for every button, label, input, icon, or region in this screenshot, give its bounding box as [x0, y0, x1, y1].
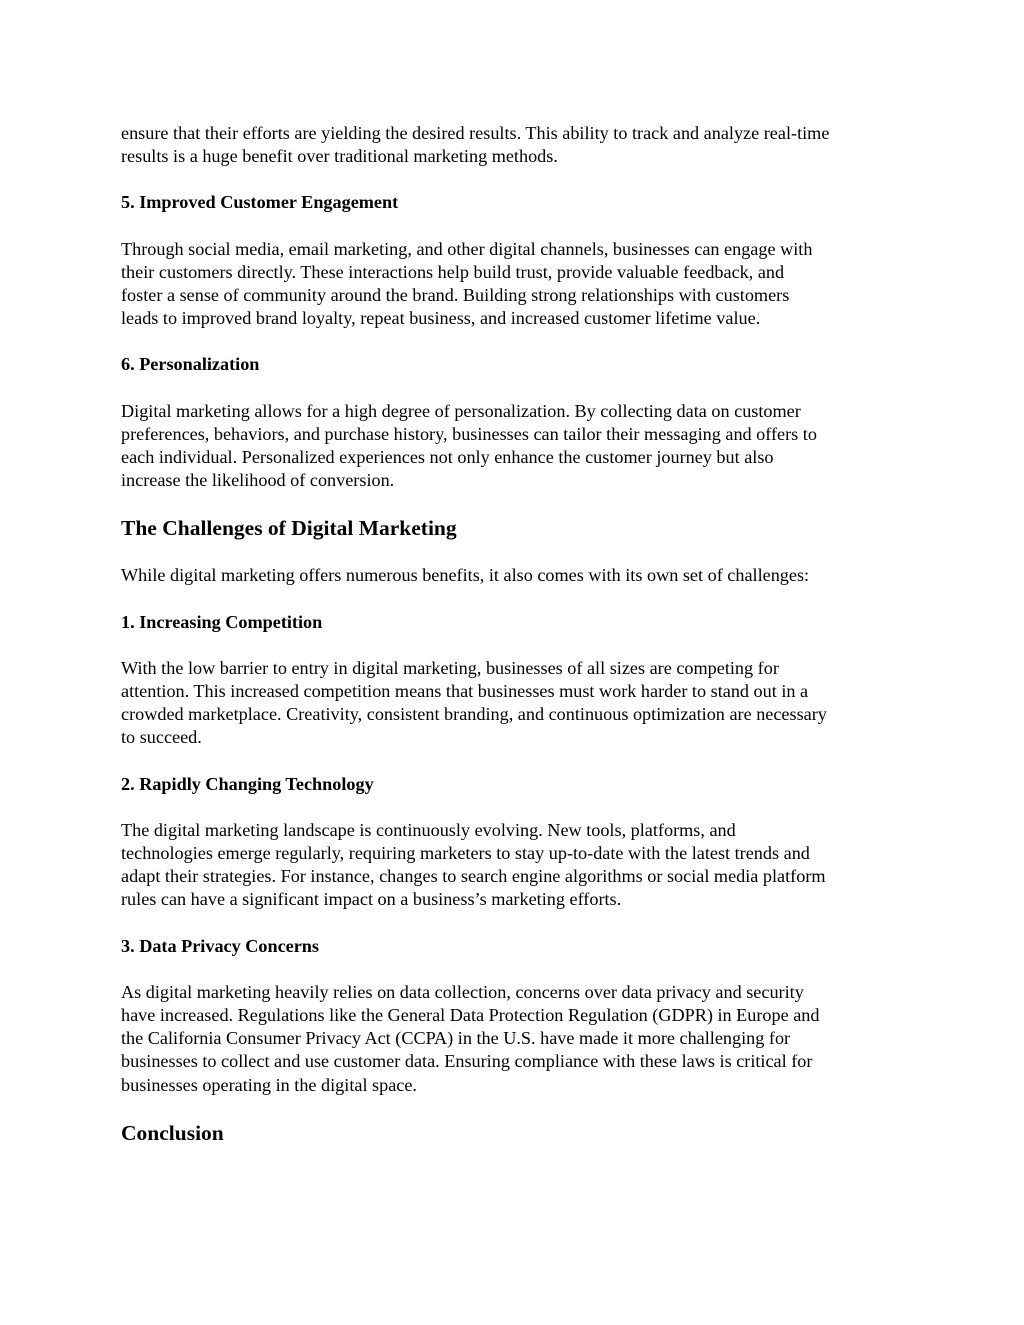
text-line: businesses operating in the digital space.	[121, 1074, 417, 1095]
text-line: their customers directly. These interactions help build trust, provide valuable feedback, and	[121, 261, 785, 282]
text-line: results is a huge benefit over traditional marketing methods.	[121, 146, 558, 167]
document-page	[121, 122, 911, 1169]
paragraph-personalization	[121, 400, 911, 493]
section-heading-data-privacy: 3. Data Privacy Concerns	[121, 935, 320, 956]
text-line: businesses to collect and use customer data. Ensuring compliance with these laws is critical for	[121, 1051, 813, 1072]
heading-conclusion: Conclusion	[121, 1120, 224, 1145]
section-heading-personalization: 6. Personalization	[121, 354, 260, 375]
section-heading-changing-technology: 2. Rapidly Changing Technology	[121, 773, 374, 794]
text-line: Digital marketing allows for a high degree of personalization. By collecting data on customer	[121, 400, 801, 421]
text-line: With the low barrier to entry in digital marketing, businesses of all sizes are competing for	[121, 657, 779, 678]
text-line: While digital marketing offers numerous benefits, it also comes with its own set of challenges:	[121, 565, 810, 586]
paragraph-increasing-competition	[121, 657, 911, 750]
text-line: technologies emerge regularly, requiring marketers to stay up-to-date with the latest trends and	[121, 843, 810, 864]
text-line: The digital marketing landscape is continuously evolving. New tools, platforms, and	[121, 819, 736, 840]
text-line: rules can have a significant impact on a business’s marketing efforts.	[121, 889, 622, 910]
text-line: adapt their strategies. For instance, changes to search engine algorithms or social media platform	[121, 866, 826, 887]
text-line: have increased. Regulations like the General Data Protection Regulation (GDPR) in Europe and	[121, 1005, 820, 1026]
paragraph-changing-technology	[121, 819, 911, 912]
text-line: Through social media, email marketing, and other digital channels, businesses can engage with	[121, 238, 813, 259]
paragraph-challenges-intro	[121, 564, 911, 587]
text-line: leads to improved brand loyalty, repeat business, and increased customer lifetime value.	[121, 308, 761, 329]
text-line: preferences, behaviors, and purchase history, businesses can tailor their messaging and offers to	[121, 423, 817, 444]
text-line: increase the likelihood of conversion.	[121, 470, 395, 491]
paragraph-customer-engagement	[121, 238, 911, 331]
text-line: ensure that their efforts are yielding the desired results. This ability to track and analyze real-time	[121, 123, 830, 143]
text-line: attention. This increased competition means that businesses must work harder to stand out in a	[121, 681, 809, 702]
text-line: foster a sense of community around the brand. Building strong relationships with customers	[121, 285, 790, 306]
section-heading-increasing-competition: 1. Increasing Competition	[121, 611, 323, 632]
intro-paragraph	[121, 122, 911, 168]
text-line: As digital marketing heavily relies on data collection, concerns over data privacy and security	[121, 981, 804, 1002]
paragraph-data-privacy	[121, 981, 911, 1097]
text-line: the California Consumer Privacy Act (CCPA) in the U.S. have made it more challenging for	[121, 1028, 791, 1049]
section-heading-customer-engagement: 5. Improved Customer Engagement	[121, 192, 399, 213]
text-line: to succeed.	[121, 727, 202, 748]
heading-challenges: The Challenges of Digital Marketing	[121, 516, 457, 541]
text-line: each individual. Personalized experiences not only enhance the customer journey but also	[121, 447, 774, 468]
text-line: crowded marketplace. Creativity, consistent branding, and continuous optimization are necessary	[121, 704, 827, 725]
